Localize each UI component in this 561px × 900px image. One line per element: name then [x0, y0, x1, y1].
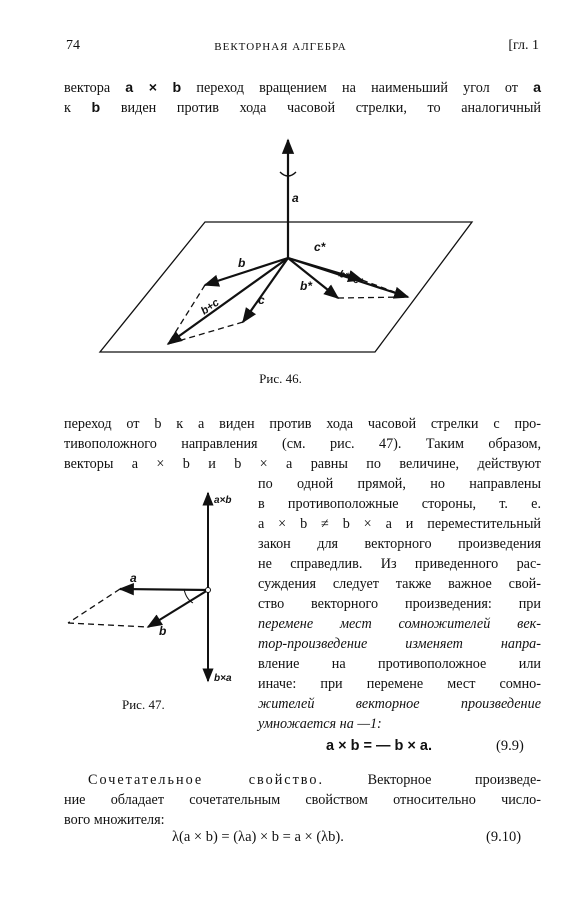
equation-number-9-9: (9.9)	[496, 738, 524, 754]
paragraph-line: a × b ≠ b × a и переместительный	[258, 516, 541, 532]
paragraph-line: ство векторного произведения: при	[258, 596, 541, 612]
vector-b	[148, 590, 208, 627]
vector-b	[205, 258, 288, 285]
vector-b-star	[288, 258, 338, 298]
dashed-line	[68, 623, 148, 627]
label-b: b	[159, 624, 167, 638]
running-title: ВЕКТОРНАЯ АЛГЕБРА	[214, 41, 347, 53]
paragraph-line: к b виден против хода часовой стрелки, то аналогичный	[64, 100, 541, 116]
paragraph-line: закон для векторного произведения	[258, 536, 541, 552]
vector-b-plus-c	[168, 258, 288, 344]
paragraph-line: иначе: при перемене мест сомно-	[258, 676, 541, 692]
chapter-label: [гл. 1	[508, 38, 539, 53]
paragraph-line: вектора a × b переход вращением на наименьший угол от a	[64, 80, 542, 96]
dashed-line	[68, 589, 120, 623]
vector-c	[243, 258, 288, 322]
origin-point	[206, 588, 211, 593]
figure-47	[60, 485, 260, 690]
figure-46	[0, 130, 561, 370]
label-a: a	[130, 571, 137, 585]
dashed-line	[168, 322, 243, 344]
label-bxa: b×a	[214, 673, 232, 684]
paragraph-line: суждения следует также важное свой-	[258, 576, 541, 592]
paragraph-line: в противоположные стороны, т. е.	[258, 496, 541, 512]
label-a: a	[292, 191, 299, 205]
dashed-line	[338, 297, 408, 298]
paragraph-line: тивоположного направления (см. рис. 47). Таким образом,	[64, 436, 541, 452]
figure-46-caption: Рис. 46.	[259, 371, 302, 386]
page-number: 74	[66, 38, 80, 53]
paragraph-line: вление на противоположное или	[258, 656, 541, 672]
paragraph-line: перемене мест сомножителей век-	[258, 616, 541, 632]
label-b-star: b*	[300, 279, 312, 293]
plane	[100, 222, 472, 352]
paragraph-line: умножается на —1:	[258, 716, 382, 732]
equation-9-9: a × b = — b × a.	[326, 738, 432, 754]
paragraph-line: по одной прямой, но направлены	[258, 476, 541, 492]
label-axb: a×b	[214, 495, 232, 506]
section-term: Сочетательное свойство.	[88, 772, 325, 788]
figure-47-caption: Рис. 47.	[122, 697, 165, 712]
label-b-star-plus-c-star: b*+c*	[336, 268, 365, 289]
equation-9-10: λ(a × b) = (λa) × b = a × (λb).	[172, 829, 344, 845]
equation-number-9-10: (9.10)	[486, 829, 522, 845]
paragraph-line: тор-произведение изменяет напра-	[258, 636, 541, 652]
paragraph-line: векторы a × b и b × a равны по величине, действуют	[64, 456, 541, 472]
paragraph-line: вого множителя:	[64, 812, 165, 828]
paragraph-line: не справедлив. Из приведенного рас-	[258, 556, 541, 572]
paragraph-line: ние обладает сочетательным свойством относительно число-	[64, 792, 541, 808]
label-c: c	[258, 293, 265, 307]
paragraph-line: жителей векторное произведение	[258, 696, 541, 712]
label-b-plus-c: b+c	[198, 296, 222, 318]
label-b: b	[238, 256, 246, 270]
paragraph-line: переход от b к a виден против хода часовой стрелки с про-	[64, 416, 541, 432]
dashed-line	[362, 280, 408, 297]
label-c-star: c*	[314, 240, 326, 254]
paragraph-line: Сочетательное свойство. Векторное произведе-	[88, 772, 541, 788]
vector-a	[120, 589, 208, 590]
